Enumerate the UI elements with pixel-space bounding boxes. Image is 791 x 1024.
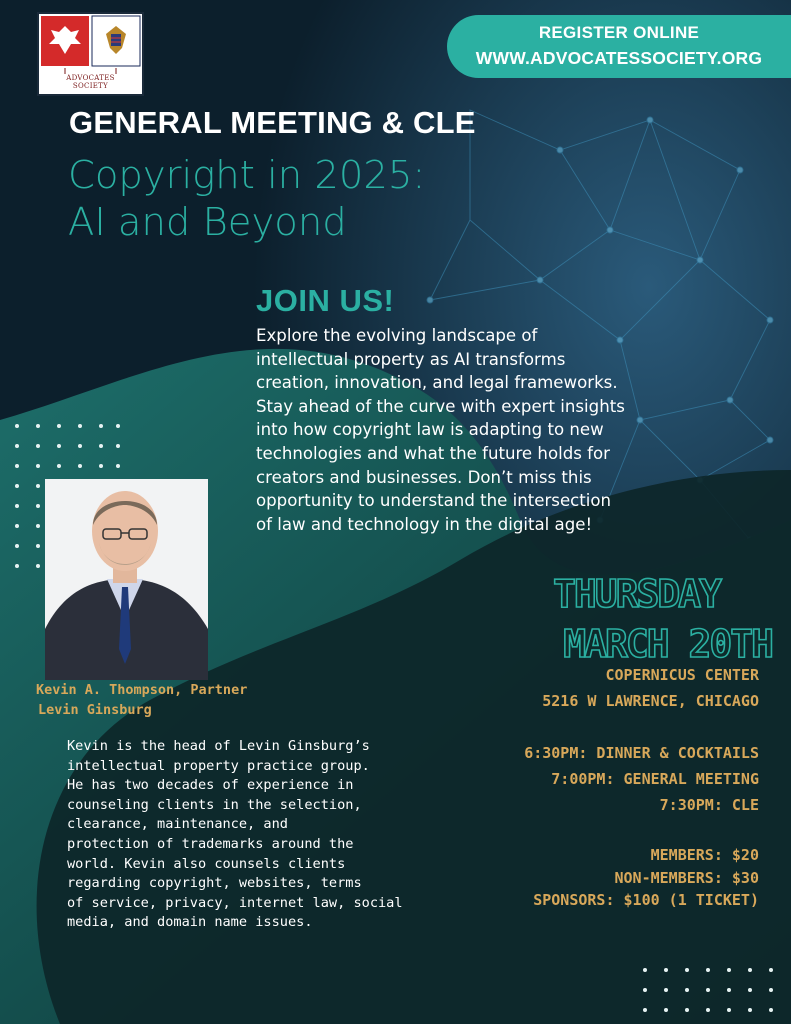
price-item: SPONSORS: $100 (1 TICKET) <box>533 891 759 909</box>
bio-line: world. Kevin also counsels clients <box>67 855 346 872</box>
bio-line: counseling clients in the selection, <box>67 796 362 813</box>
intro-line: creators and businesses. Don’t miss this <box>256 467 592 487</box>
bio-line: He has two decades of experience in <box>67 777 354 794</box>
intro-line: of law and technology in the digital age! <box>256 514 593 534</box>
intro-line: creation, innovation, and legal frameworks. <box>256 373 618 393</box>
price-item: NON-MEMBERS: $30 <box>614 868 759 887</box>
bio-line: Kevin is the head of Levin Ginsburg’s <box>67 738 370 754</box>
event-title <box>68 152 425 246</box>
venue-name: COPERNICUS CENTER <box>605 666 759 684</box>
intro-line: Stay ahead of the curve with expert insights <box>256 396 625 416</box>
intro-line: Explore the evolving landscape of <box>256 326 538 345</box>
bio-line: intellectual property practice group. <box>67 757 370 774</box>
event-date-text: MARCH 20TH <box>563 622 772 666</box>
speaker-firm: Levin Ginsburg <box>38 702 152 718</box>
schedule-item: 7:00PM: GENERAL MEETING <box>551 770 759 788</box>
logo-emblems <box>39 14 142 74</box>
ticket-prices <box>533 844 759 912</box>
bio-line: protection of trademarks around the <box>67 835 354 852</box>
schedule-spacer <box>524 714 759 740</box>
bio-line: regarding copyright, websites, terms <box>67 875 362 892</box>
intro-line: into how copyright law is adapting to new <box>256 420 604 440</box>
bio-line: of service, privacy, internet law, social <box>67 894 403 911</box>
intro-line: opportunity to understand the intersection <box>256 491 612 511</box>
intro-paragraph <box>256 324 666 536</box>
intro-line: intellectual property as AI transforms <box>256 349 566 369</box>
event-title-line2: AI and Beyond <box>68 200 347 245</box>
speaker-credit <box>36 680 247 720</box>
speaker-bio <box>67 737 403 933</box>
event-title-line1: Copyright in 2025: <box>68 153 426 198</box>
join-us-heading: JOIN US! <box>256 283 395 318</box>
price-item: MEMBERS: $20 <box>650 846 759 864</box>
schedule-item: 7:30PM: CLE <box>659 796 759 814</box>
speaker-name-title: Kevin A. Thompson, Partner <box>36 682 248 698</box>
bio-line: clearance, maintenance, and <box>67 816 288 833</box>
speaker-portrait-illustration <box>45 479 208 680</box>
intro-line: technologies and what the future holds for <box>256 443 610 463</box>
logo-text <box>39 74 142 90</box>
event-day: THURSDAY <box>552 572 720 616</box>
register-url-link[interactable]: WWW.ADVOCATESSOCIETY.ORG <box>475 48 763 68</box>
register-label: REGISTER ONLINE <box>538 23 700 42</box>
advocates-society-logo <box>37 12 144 96</box>
speaker-photo <box>45 479 208 680</box>
bio-line: media, and domain name issues. <box>67 914 313 931</box>
register-online-banner[interactable] <box>447 15 791 78</box>
logo-org-line1: ADVOCATES <box>66 74 115 82</box>
event-details <box>524 662 759 818</box>
event-type-heading: GENERAL MEETING & CLE <box>69 105 476 140</box>
schedule-item: 6:30PM: DINNER & COCKTAILS <box>524 744 759 762</box>
event-date <box>553 569 772 669</box>
venue-address: 5216 W LAWRENCE, CHICAGO <box>542 692 759 710</box>
logo-org-line2: SOCIETY <box>72 82 109 90</box>
